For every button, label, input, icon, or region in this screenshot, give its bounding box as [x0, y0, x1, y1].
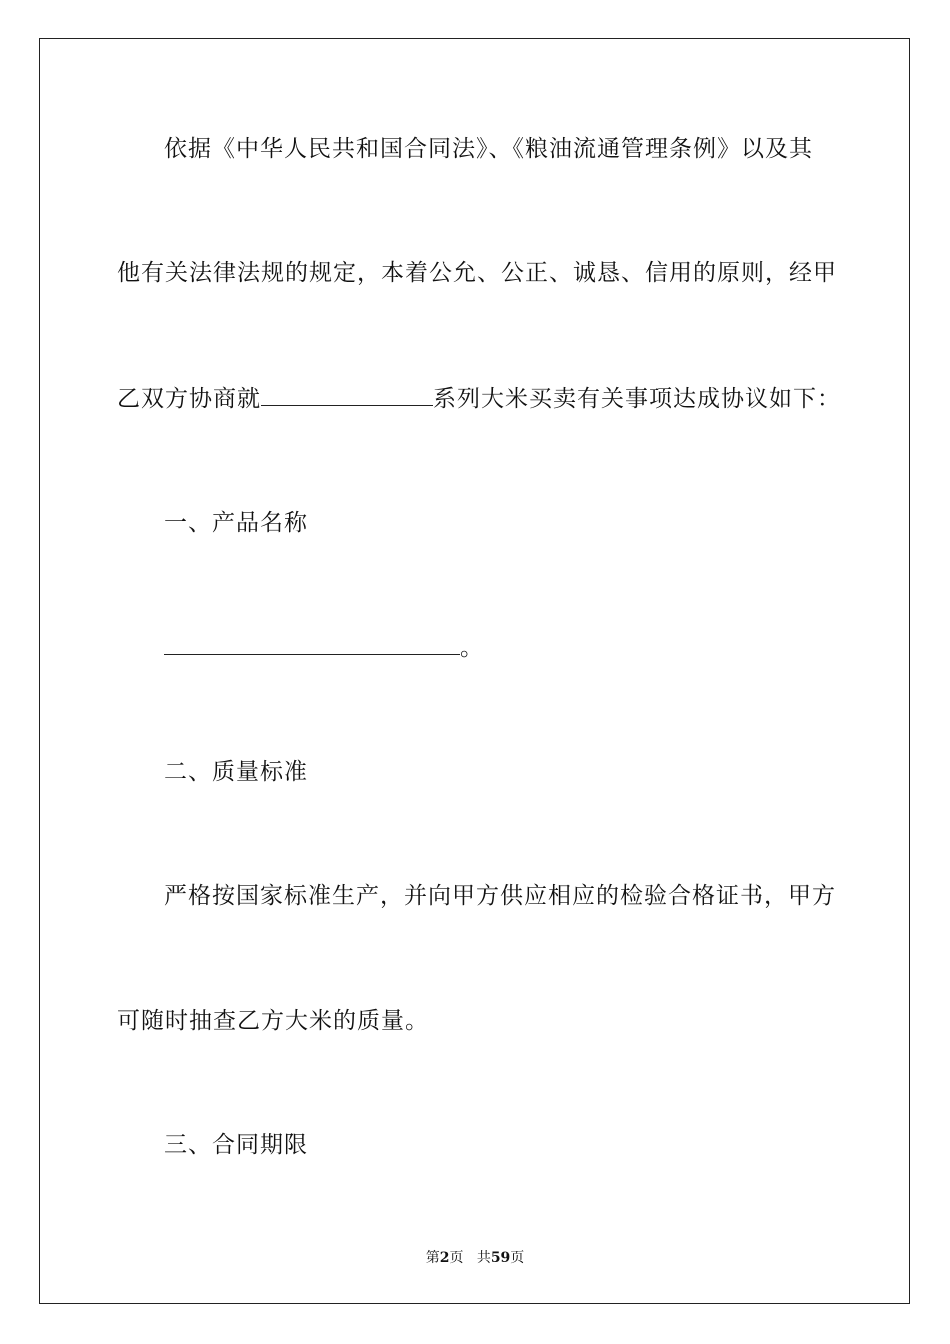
section-heading — [164, 757, 833, 787]
page-border — [39, 38, 910, 1304]
paragraph-text: 他有关法律法规的规定，本着公允、公正、诚恳、信用的原则，经甲 — [117, 260, 837, 286]
footer-prefix: 第 — [425, 1250, 440, 1266]
paragraph-line — [117, 1006, 833, 1036]
paragraph-line — [164, 134, 833, 164]
paragraph-text: 系列大米买卖有关事项达成协议如下： — [433, 386, 841, 412]
fill-in-blank[interactable] — [164, 632, 460, 655]
paragraph-line — [164, 632, 833, 663]
total-page-count: 59 — [490, 1250, 511, 1266]
footer-total-prefix: 共 — [476, 1250, 491, 1266]
section-heading — [164, 508, 833, 538]
paragraph-text: 乙双方协商就 — [117, 386, 261, 412]
paragraph-line — [117, 258, 837, 288]
heading-text: 三、合同期限 — [164, 1132, 308, 1158]
footer-page-suffix: 页 — [449, 1250, 464, 1266]
paragraph-line — [117, 383, 841, 414]
heading-text: 二、质量标准 — [164, 759, 308, 785]
paragraph-text: 可随时抽查乙方大米的质量。 — [117, 1008, 429, 1034]
paragraph-line — [164, 881, 836, 911]
section-heading — [164, 1130, 833, 1160]
footer-total-suffix: 页 — [510, 1250, 525, 1266]
page-footer — [0, 1249, 950, 1267]
fill-in-blank[interactable] — [261, 383, 433, 406]
current-page-number: 2 — [439, 1250, 450, 1266]
paragraph-text: 。 — [460, 635, 484, 661]
paragraph-text: 依据《中华人民共和国合同法》、《粮油流通管理条例》以及其 — [164, 136, 813, 162]
paragraph-text: 严格按国家标准生产，并向甲方供应相应的检验合格证书，甲方 — [164, 883, 836, 909]
heading-text: 一、产品名称 — [164, 510, 308, 536]
